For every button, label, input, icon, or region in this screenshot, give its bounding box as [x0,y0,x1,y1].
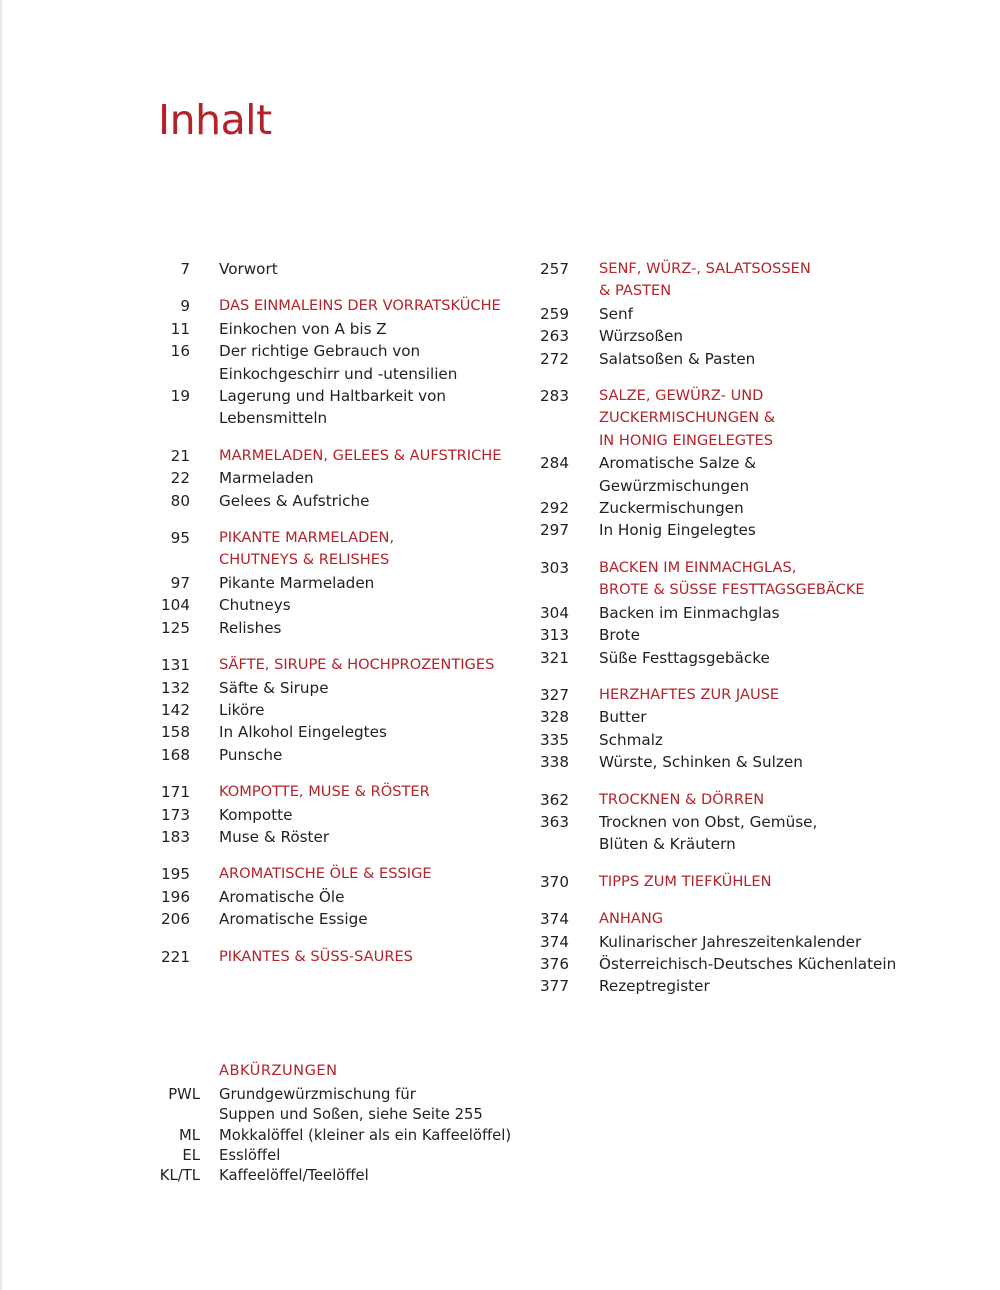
toc-entry-text: Trocknen von Obst, Gemüse, [599,812,818,831]
abbreviation-definition: Kaffeelöffel/Teelöffel [219,1167,369,1185]
toc-entry-text: Marmeladen [219,469,314,488]
toc-section [150,527,530,639]
toc-heading-text: CHUTNEYS & RELISHES [219,551,390,569]
toc-heading-entry [150,781,530,803]
toc-page-number: 362 [540,790,569,809]
toc-entry [150,467,530,489]
toc-heading-entry [530,280,910,302]
toc-page-number: 376 [540,954,569,973]
toc-entry [150,699,530,721]
toc-entry-text: Lebensmitteln [219,409,328,428]
toc-page-number: 206 [161,910,190,929]
toc-entry [530,452,910,474]
toc-heading-entry [150,549,530,571]
toc-entry [150,407,530,429]
toc-page-number: 377 [540,977,569,996]
toc-page-number: 183 [161,827,190,846]
toc-page-number: 283 [540,387,569,406]
toc-entry-text: Einkochgeschirr und -utensilien [219,364,458,383]
toc-entry-text: Säfte & Sirupe [219,678,329,697]
toc-entry [530,751,910,773]
abbreviation-key [150,1105,200,1125]
toc-entry-text: Relishes [219,618,282,637]
toc-entry [150,572,530,594]
toc-page-number: 292 [540,499,569,518]
toc-heading-entry [150,654,530,676]
toc-entry-text: Brote [599,626,640,645]
toc-page-number: 257 [540,260,569,278]
toc-page-number: 132 [161,678,190,697]
toc-entry [150,490,530,512]
abbreviation-row [150,1166,550,1186]
toc-page-number [150,363,190,385]
toc-section [530,684,910,774]
toc-entry-text: Gelees & Aufstriche [219,491,370,510]
toc-page-number: 374 [540,932,569,951]
toc-page-number: 131 [161,656,190,675]
toc-heading-entry [530,684,910,706]
abbreviation-row [150,1105,550,1125]
toc-section [150,781,530,848]
toc-entry [150,886,530,908]
toc-section [150,445,530,512]
toc-page-number: 338 [540,753,569,772]
toc-page-number [530,430,569,452]
toc-entry-text: Aromatische Öle [219,887,345,906]
abbreviation-definition: Mokkalöffel (kleiner als ein Kaffeelöffel) [219,1126,512,1144]
abbreviation-key: PWL [168,1086,200,1103]
abbreviation-row [150,1126,550,1146]
toc-heading-entry [150,946,530,968]
toc-heading-text: ZUCKERMISCHUNGEN & [599,409,776,427]
toc-heading-text: IN HONIG EINGELEGTES [599,431,773,449]
toc-section [530,557,910,669]
toc-entry [150,908,530,930]
abbreviations-title: ABKÜRZUNGEN [219,1062,338,1079]
toc-page-number: 142 [161,700,190,719]
toc-section [150,258,530,280]
toc-heading-text: & PASTEN [599,282,672,300]
toc-entry [150,340,530,362]
toc-heading-entry [530,579,910,601]
toc-heading-entry [150,295,530,317]
toc-heading-entry [150,863,530,885]
toc-section [530,789,910,856]
toc-entry-text: Kulinarischer Jahreszeitenkalender [599,932,862,951]
toc-page-number: 95 [170,529,190,548]
toc-page-number [530,833,569,855]
toc-entry [530,953,910,975]
toc-entry [530,475,910,497]
toc-entry-text: Einkochen von A bis Z [219,319,387,338]
toc-page-number: 125 [161,618,190,637]
abbreviation-row [150,1146,550,1166]
toc-page-number: 335 [540,730,569,749]
toc-page-number [150,407,190,429]
toc-page-number: 328 [540,708,569,727]
toc-entry-text: Der richtige Gebrauch von [219,342,421,361]
toc-right-column [530,258,910,1013]
toc-page-number: 304 [540,603,569,622]
toc-heading-text: TIPPS ZUM TIEFKÜHLEN [599,872,772,890]
toc-page-number: 16 [170,342,190,361]
toc-page-number: 19 [170,387,190,406]
toc-page-number: 272 [540,349,569,368]
toc-entry [530,303,910,325]
toc-page-number: 104 [161,596,190,615]
toc-page-number: 80 [170,491,190,510]
toc-entry [530,624,910,646]
toc-entry [530,975,910,997]
toc-entry-text: Vorwort [219,260,278,278]
toc-page-number: 263 [540,327,569,346]
toc-entry [530,325,910,347]
toc-entry [530,931,910,953]
toc-page-number: 370 [540,872,569,891]
toc-heading-text: AROMATISCHE ÖLE & ESSIGE [219,865,432,883]
toc-entry-text: Blüten & Kräutern [599,835,736,854]
abbreviations-section [150,1061,550,1186]
toc-section [150,946,530,968]
toc-entry-text: Butter [599,708,647,727]
toc-entry [150,826,530,848]
toc-entry [150,258,530,280]
toc-entry [530,811,910,833]
toc-page-number: 22 [170,469,190,488]
toc-entry [150,617,530,639]
toc-page-number: 21 [170,446,190,465]
toc-entry [150,385,530,407]
toc-entry-text: Kompotte [219,805,293,824]
toc-heading-text: SENF, WÜRZ-, SALATSOSSEN [599,260,811,277]
toc-page-number: 158 [161,723,190,742]
toc-heading-entry [150,527,530,549]
toc-page-number: 259 [540,304,569,323]
toc-entry-text: Rezeptregister [599,977,710,996]
toc-entry [150,721,530,743]
toc-entry-text: Österreichisch-Deutsches Küchenlatein [599,954,897,973]
abbreviation-row [150,1085,550,1105]
toc-entry-text: Aromatische Essige [219,910,368,929]
toc-left-column [150,258,530,983]
abbreviations-list [150,1085,550,1186]
toc-section [530,908,910,998]
toc-heading-text: PIKANTE MARMELADEN, [219,529,395,547]
toc-page-number: 374 [540,910,569,929]
abbreviation-key: ML [178,1126,200,1144]
toc-entry-text: Lagerung und Haltbarkeit von [219,387,447,406]
toc-entry [150,677,530,699]
toc-page-number [150,549,190,571]
toc-page-number: 7 [180,260,190,278]
toc-entry [150,363,530,385]
toc-heading-text: BROTE & SÜSSE FESTTAGSGEBÄCKE [599,581,865,599]
toc-heading-entry [150,445,530,467]
abbreviation-definition: Esslöffel [219,1146,281,1164]
toc-heading-text: TROCKNEN & DÖRREN [599,790,765,808]
abbreviation-key: EL [182,1146,200,1164]
toc-entry [530,833,910,855]
toc-page-number: 11 [170,319,190,338]
toc-heading-entry [530,789,910,811]
toc-heading-text: HERZHAFTES ZUR JAUSE [599,685,780,703]
toc-entry-text: Chutneys [219,596,291,615]
toc-page-number [530,475,569,497]
abbreviation-definition: Suppen und Soßen, siehe Seite 255 [219,1106,483,1124]
toc-entry-text: Schmalz [599,730,663,749]
toc-entry-text: Salatsoßen & Pasten [599,349,756,368]
toc-heading-entry [530,258,910,280]
toc-entry-text: Backen im Einmachglas [599,603,780,622]
toc-section [150,863,530,930]
toc-section [530,385,910,542]
toc-page-number: 313 [540,626,569,645]
toc-page-number: 303 [540,558,569,577]
toc-entry-text: Würzsoßen [599,327,684,346]
toc-heading-text: DAS EINMALEINS DER VORRATSKÜCHE [219,297,501,315]
toc-heading-text: BACKEN IM EINMACHGLAS, [599,558,797,576]
toc-page-number: 284 [540,454,569,473]
abbreviation-key: KL/TL [159,1167,200,1185]
toc-heading-text: ANHANG [599,910,664,928]
toc-entry [150,744,530,766]
toc-page-number: 173 [161,805,190,824]
toc-entry-text: In Alkohol Eingelegtes [219,723,387,742]
toc-entry [530,729,910,751]
toc-page-number [530,407,569,429]
toc-page-number: 168 [161,745,190,764]
toc-heading-entry [530,385,910,407]
toc-page-number: 327 [540,685,569,704]
page-edge-shadow [0,0,3,1290]
toc-heading-text: PIKANTES & SÜSS-SAURES [219,947,413,965]
toc-entry [150,594,530,616]
toc-heading-entry [530,557,910,579]
toc-entry-text: Zuckermischungen [599,499,744,518]
toc-page-number: 297 [540,521,569,540]
toc-entry-text: Süße Festtagsgebäcke [599,648,770,667]
toc-entry-text: In Honig Eingelegtes [599,521,756,540]
toc-page-number: 221 [161,947,190,966]
toc-heading-text: SALZE, GEWÜRZ- UND [599,387,764,405]
toc-page-number [530,280,569,302]
toc-page-number [530,579,569,601]
toc-page-number: 97 [170,573,190,592]
toc-heading-text: KOMPOTTE, MUSE & RÖSTER [219,783,430,801]
toc-entry [530,647,910,669]
toc-page-number: 171 [161,783,190,802]
toc-entry [530,497,910,519]
toc-entry-text: Punsche [219,745,283,764]
toc-entry [530,348,910,370]
toc-heading-entry [530,908,910,930]
toc-section [150,295,530,429]
toc-entry-text: Gewürzmischungen [599,476,750,495]
abbreviation-definition: Grundgewürzmischung für [219,1086,416,1103]
toc-heading-entry [530,871,910,893]
toc-heading-entry [530,407,910,429]
toc-entry-text: Aromatische Salze & [599,454,757,473]
toc-section [530,258,910,370]
toc-heading-text: MARMELADEN, GELEES & AUFSTRICHE [219,446,502,464]
toc-page-number: 195 [161,865,190,884]
toc-entry [530,602,910,624]
toc-page-number: 321 [540,648,569,667]
toc-section [530,871,910,893]
toc-heading-text: SÄFTE, SIRUPE & HOCHPROZENTIGES [219,656,495,674]
toc-page-number: 196 [161,887,190,906]
toc-entry [530,519,910,541]
toc-entry-text: Liköre [219,700,265,719]
page-title: Inhalt [158,96,272,144]
toc-heading-entry [530,430,910,452]
toc-page-number: 363 [540,812,569,831]
toc-entry [530,706,910,728]
toc-entry-text: Pikante Marmeladen [219,573,375,592]
toc-entry-text: Würste, Schinken & Sulzen [599,753,803,772]
toc-section [150,654,530,766]
toc-entry [150,318,530,340]
toc-entry-text: Senf [599,304,633,323]
toc-entry-text: Muse & Röster [219,827,330,846]
toc-page-number: 9 [180,297,190,316]
toc-entry [150,804,530,826]
